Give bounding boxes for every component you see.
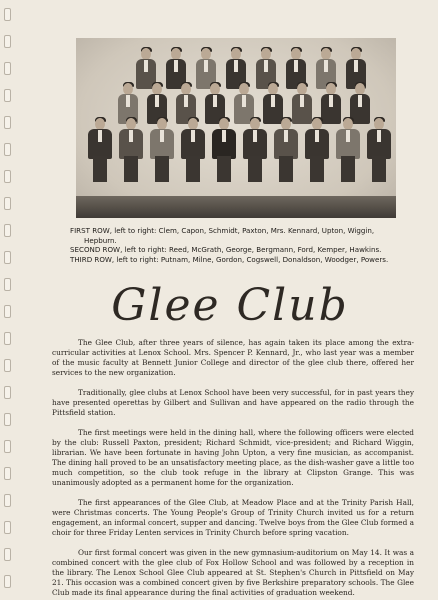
binding-hole xyxy=(4,359,11,372)
binding-hole xyxy=(4,251,11,264)
article-body xyxy=(52,338,414,600)
paragraph-tradition: Traditionally, glee clubs at Lenox School have been very successful, for in past years they have presented operettas by Gilbert and Sullivan and have appeared on the radio through the Pittsfield station. xyxy=(52,388,414,417)
photo-figure xyxy=(88,118,112,188)
binding-hole xyxy=(4,278,11,291)
photo-figure xyxy=(336,118,360,188)
binding-hole xyxy=(4,143,11,156)
binding-hole xyxy=(4,224,11,237)
page-title: Glee Club xyxy=(111,280,349,331)
photo-caption xyxy=(70,226,420,264)
paragraph-intro: The Glee Club, after three years of silence, has again taken its place among the extra-curricular activities at Lenox School. Mrs. Spencer P. Kennard, Jr., who last year was a member of the music faculty at Bennett Junior College and director of the glee club there, offered her services to the new organization. xyxy=(52,338,414,377)
caption-first-row-cont: Hepburn. xyxy=(84,235,117,245)
binding-hole xyxy=(4,89,11,102)
paragraph-meetings: The first meetings were held in the dining hall, where the following officers were elected by the club: Russell Paxton, president; Richard Schmidt, vice-president; and Richard Wiggin, librarian. We have been fortunate in having John Upton, a very fine musician, as accompanist. The dining hall proved to be an unsatisfactory meeting place, as the dish-washer gave a little too much competition, so the club took refuge in the library at Clipston Grange. This was unanimously adopted as a permanent home for the organization. xyxy=(52,428,414,487)
paragraph-appearances: The first appearances of the Glee Club, at Meadow Place and at the Trinity Parish Hall, were Christmas concerts. The Young People's Group of Trinity Church invited us for a return engagement, an informal concert, supper and dancing. Twelve boys from the Glee Club formed a choir for three Friday Lenten services in Trinity Church before spring vacation. xyxy=(52,498,414,537)
photo-figure xyxy=(181,118,205,188)
caption-first-row: FIRST ROW, left to right: Clem, Capon, Schmidt, Paxton, Mrs. Kennard, Upton, Wiggin, xyxy=(70,226,375,235)
paragraph-concerts: Our first formal concert was given in the new gymnasium-auditorium on May 14. It was a combined concert with the glee club of Fox Hollow School and was followed by a reception in the library. The Lenox School Glee Club appeared at St. Stephen's Church in Pittsfield on May 21. This occasion was a combined concert given by five Berkshire preparatory schools. The Glee Club made its final appearance during the final activities of graduation weekend. xyxy=(52,548,414,597)
binding-hole xyxy=(4,62,11,75)
photo-figure xyxy=(274,118,298,188)
binding-hole xyxy=(4,575,11,588)
caption-second-row: SECOND ROW, left to right: Reed, McGrath, George, Bergmann, Ford, Kemper, Hawkins. xyxy=(70,245,382,255)
binding-hole xyxy=(4,332,11,345)
binding-hole xyxy=(4,467,11,480)
photo-figure xyxy=(119,118,143,188)
binding-hole xyxy=(4,440,11,453)
binding-hole xyxy=(4,8,11,21)
photo-figure xyxy=(243,118,267,188)
binding-hole xyxy=(4,170,11,183)
binding-hole xyxy=(4,521,11,534)
binding-hole xyxy=(4,548,11,561)
group-photo xyxy=(76,38,396,218)
photo-figure xyxy=(367,118,391,188)
binding-hole xyxy=(4,35,11,48)
photo-figure xyxy=(150,118,174,188)
caption-third-row: THIRD ROW, left to right: Putnam, Milne, Gordon, Cogswell, Donaldson, Woodger, Powers. xyxy=(70,254,389,264)
spiral-binding xyxy=(4,8,14,598)
binding-hole xyxy=(4,386,11,399)
binding-hole xyxy=(4,116,11,129)
binding-hole xyxy=(4,494,11,507)
photo-figure xyxy=(305,118,329,188)
binding-hole xyxy=(4,197,11,210)
binding-hole xyxy=(4,305,11,318)
photo-floor xyxy=(76,196,396,218)
binding-hole xyxy=(4,413,11,426)
photo-figure xyxy=(212,118,236,188)
